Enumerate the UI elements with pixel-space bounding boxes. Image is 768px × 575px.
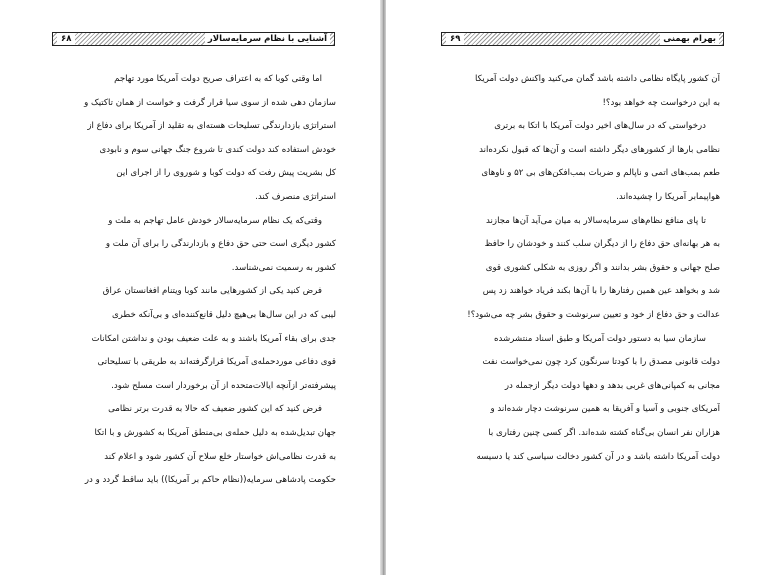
text-line: حکومت پادشاهی سرمایه‌((نظام حاکم بر آمریکا)) باید ساقط گردد و در (84, 475, 336, 486)
text-line: طعم بمب‌های اتمی و ناپالم و ضربات بمب‌افکن‌های بی ۵۲ و ناوهای (481, 168, 720, 179)
text-line: سازمان دهی شده از سوی سیا قرار گرفت و خواست از همان تاکتیک و (84, 97, 336, 108)
text-line: کشور دیگری است حتی حق دفاع و بازدارندگی را برای آن ملت و (105, 239, 336, 250)
text-line: جدی برای بقاء آمریکا باشند و به علت ضعیف بودن و نداشتن امکانات (91, 333, 336, 344)
text-line: نظامی بارها از کشورهای دیگر داشته است و آن‌ها که قبول نکرده‌اند (479, 144, 720, 155)
right-page (386, 0, 768, 575)
text-line: هزاران نفر انسان بی‌گناه کشته شده‌اند. اگر کسی چنین رفتاری با (488, 427, 720, 438)
left-header-title: آشنایی با نظام سرمایه‌سالار (205, 33, 330, 45)
left-page-body (54, 68, 336, 493)
text-line: کشور به رسمیت نمی‌شناسد. (231, 262, 336, 273)
text-line: به قدرت نظامی‌اش خواستار خلع سلاح آن کشور شود و اعلام کند (104, 451, 336, 462)
left-page-header (52, 32, 335, 46)
text-line: سازمان سیا به دستور دولت آمریکا و طبق اسناد منتشرشده (493, 333, 706, 344)
right-header-title: بهرام بهمنی (660, 33, 719, 45)
text-line: آمریکای جنوبی و آسیا و آفریقا به همین سرنوشت دچار شده‌اند و (490, 404, 720, 415)
text-line: فرض کنید یکی از کشورهایی مانند کوبا ویتنام افغانستان عراق (102, 286, 322, 297)
text-line: عدالت و حق دفاع از خود و تعیین سرنوشت و حقوق بشر چه می‌شود؟! (467, 309, 720, 320)
text-line: استراتژی منصرف کند. (255, 191, 336, 202)
text-line: جهان تبدیل‌شده به دلیل حمله‌ی بی‌منطق آمریکا به کشورش و با اتکا (94, 427, 336, 438)
text-line: تا پای منافع نظام‌های سرمایه‌سالار به میان می‌آید آن‌ها مجازند (486, 215, 706, 226)
text-line: دولت آمریکا داشته باشد و در آن کشور دخالت سیاسی کند یا دسیسه (476, 451, 720, 462)
text-line: هواپیمابر آمریکا را چشیده‌اند. (616, 191, 720, 202)
text-line: دولت قانونی مصدق را با کودتا سرنگون کرد چون نمی‌خواست نفت (482, 357, 720, 368)
text-line: شد و بخواهد عین همین رفتارها را با آن‌ها بکند فریاد خواهند زد پس (482, 286, 720, 297)
text-line: به هر بهانه‌ای حق دفاع را از دیگران سلب کنند و خودشان را حافظ (484, 239, 720, 250)
right-page-body (442, 68, 720, 469)
text-line: به این درخواست چه خواهد بود؟! (602, 97, 720, 108)
text-line: وقتی‌که یک نظام سرمایه‌سالار خودش عامل تهاجم به ملت و (108, 215, 322, 226)
right-page-number: ۶۹ (446, 33, 464, 45)
text-line: فرض کنید که این کشور ضعیف که حالا به قدرت برتر نظامی (108, 404, 322, 415)
text-line: مجانی به کمپانی‌های غربی بدهد و دهها دولت دیگر ازجمله در (504, 380, 720, 391)
text-line: صلح جهانی و حقوق بشر بدانند و اگر روزی به شکلی کشوری قوی (485, 262, 720, 273)
left-page (0, 0, 382, 575)
left-page-number: ۶۸ (57, 33, 75, 45)
text-line: کل بشریت پیش رفت که دولت کوبا و شوروی را از اجرای این (116, 168, 336, 179)
text-line: لیبی که در این سال‌ها بی‌هیچ دلیل قانع‌کننده‌ای و بی‌آنکه خطری (111, 309, 336, 320)
text-line: قوی دفاعی موردحمله‌ی آمریکا قرارگرفته‌اند به طریقی با تسلیحاتی (97, 357, 336, 368)
right-page-header (441, 32, 724, 46)
text-line: درخواستی که در سال‌های اخیر دولت آمریکا با اتکا به برتری (494, 121, 706, 132)
text-line: استراتژی بازدارندگی تسلیحات هسته‌ای به تقلید از آمریکا برای دفاع از (87, 121, 336, 132)
text-line: اما وقتی کوبا که به اعتراف صریح دولت آمریکا مورد تهاجم (114, 74, 322, 84)
text-line: آن کشور پایگاه نظامی داشته باشد گمان می‌کنید واکنش دولت آمریکا (474, 74, 720, 84)
text-line: خودش استفاده کند دولت کندی تا شروع جنگ جهانی سوم و نابودی (99, 144, 336, 155)
text-line: پیشرفته‌تر ازآنچه ایالات‌متحده از آن برخوردار است مسلح شود. (111, 380, 336, 391)
